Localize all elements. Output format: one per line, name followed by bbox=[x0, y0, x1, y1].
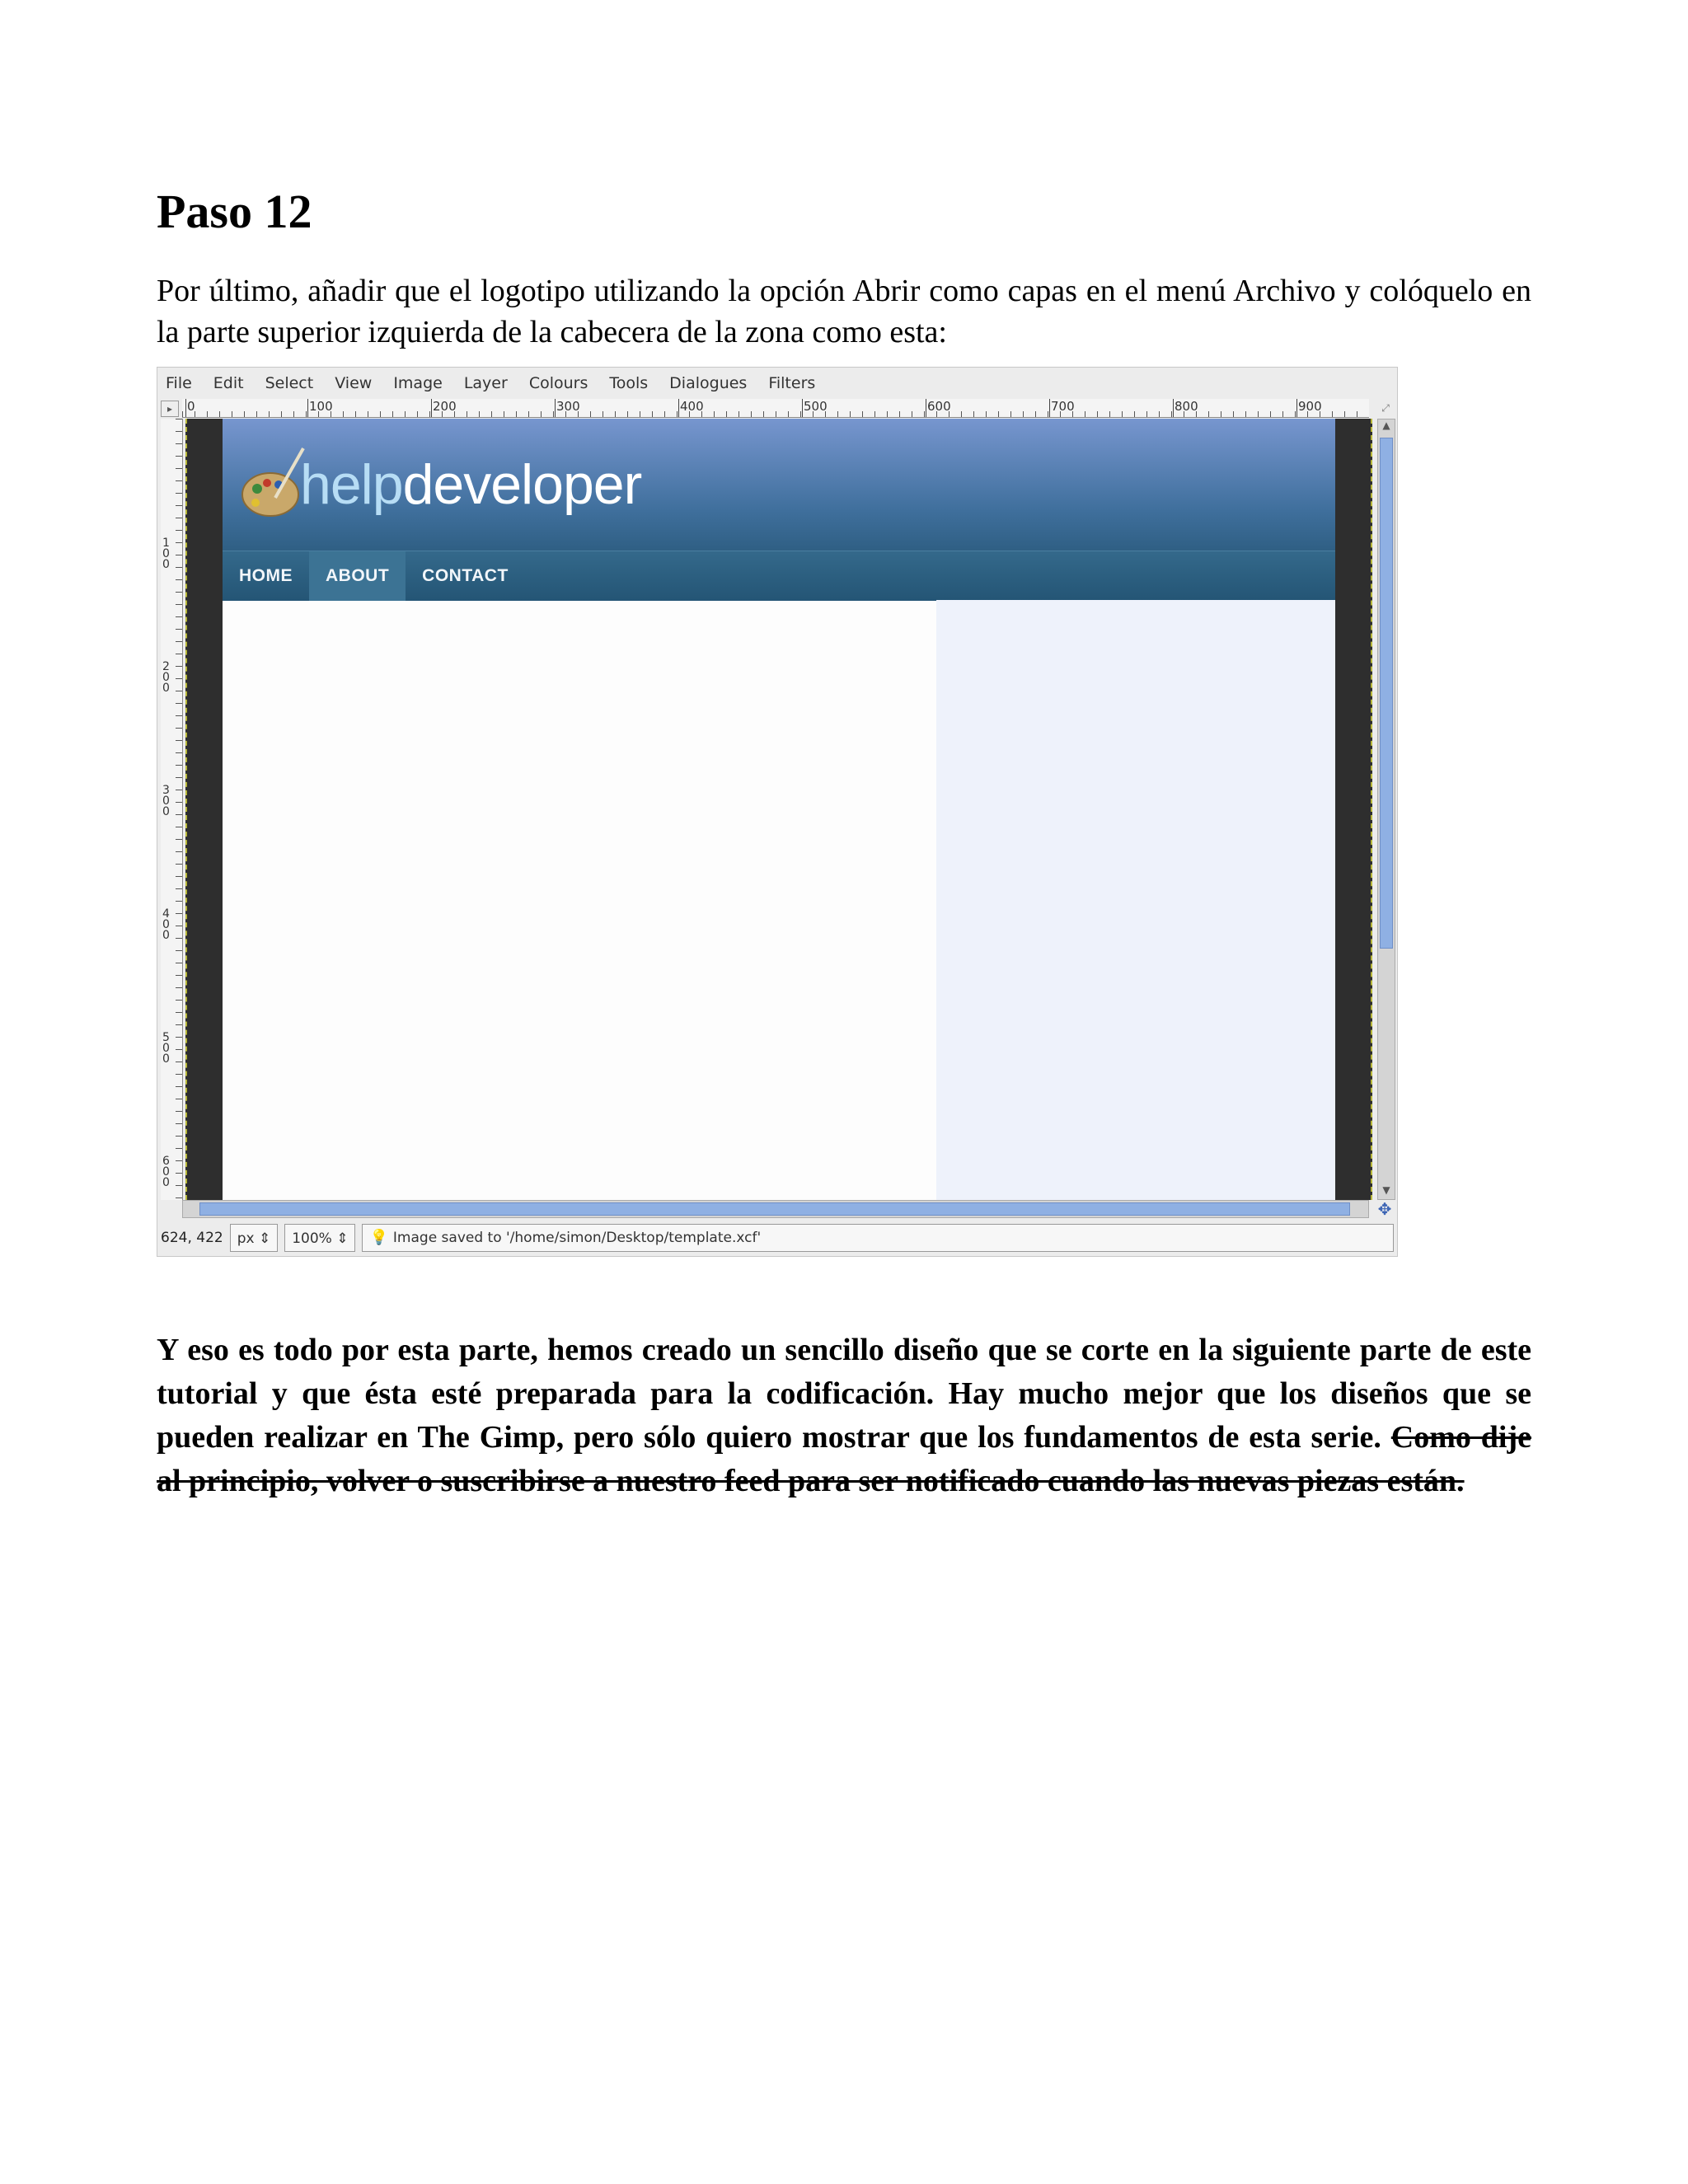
ruler-tick: 600 bbox=[927, 399, 951, 414]
site-logo bbox=[239, 435, 641, 534]
nav-contact[interactable]: CONTACT bbox=[422, 566, 509, 585]
ruler-tick: 700 bbox=[1051, 399, 1075, 414]
vertical-ruler bbox=[161, 419, 183, 1200]
vertical-scrollbar[interactable] bbox=[1377, 419, 1395, 1200]
ruler-tick: 300 bbox=[162, 784, 170, 818]
site-header bbox=[223, 419, 1335, 551]
ruler-tick: 500 bbox=[804, 399, 828, 414]
outro-strikethrough-text: Como dije al principio, volver o suscribirse a nuestro feed para ser notificado cuando las nuevas piezas están. bbox=[157, 1420, 1531, 1498]
image-canvas[interactable] bbox=[185, 419, 1372, 1200]
page-title: Paso 12 bbox=[157, 185, 312, 238]
site-nav bbox=[223, 551, 1335, 601]
ruler-tick: 200 bbox=[162, 660, 170, 695]
menu-view[interactable]: View bbox=[335, 374, 373, 392]
status-bar bbox=[157, 1220, 1397, 1256]
zoom-fit-icon[interactable]: ⤢ bbox=[1381, 402, 1390, 414]
menu-select[interactable]: Select bbox=[265, 374, 314, 392]
site-sidebar bbox=[936, 600, 1335, 1200]
status-message bbox=[362, 1224, 1394, 1252]
logo-help-text: help bbox=[300, 453, 403, 516]
outro-paragraph bbox=[157, 1329, 1531, 1503]
status-text: Image saved to '/home/simon/Desktop/template.xcf' bbox=[392, 1230, 762, 1246]
menu-edit[interactable]: Edit bbox=[213, 374, 244, 392]
menu-filters[interactable]: Filters bbox=[768, 374, 816, 392]
ruler-tick: 400 bbox=[162, 907, 170, 942]
horizontal-ruler bbox=[182, 399, 1369, 418]
menu-dialogues[interactable]: Dialogues bbox=[669, 374, 748, 392]
gimp-screenshot bbox=[157, 367, 1398, 1257]
scroll-down-icon[interactable]: ▼ bbox=[1382, 1184, 1390, 1196]
quick-mask-toggle-icon[interactable]: ▸ bbox=[161, 401, 179, 417]
gimp-menubar bbox=[157, 368, 1397, 399]
nav-home[interactable]: HOME bbox=[239, 566, 293, 585]
ruler-tick: 500 bbox=[162, 1031, 170, 1066]
scrollbar-thumb[interactable] bbox=[1380, 438, 1393, 949]
ruler-tick: 100 bbox=[309, 399, 333, 414]
zoom-select[interactable]: 100% ⇕ bbox=[284, 1224, 355, 1252]
lightbulb-icon: 💡 bbox=[369, 1229, 388, 1246]
scrollbar-thumb[interactable] bbox=[199, 1202, 1350, 1216]
palette-icon bbox=[239, 443, 305, 526]
intro-paragraph: Por último, añadir que el logotipo utilizando la opción Abrir como capas en el menú Archivo y colóquelo en la parte superior izquierda de la cabecera de la zona como esta: bbox=[157, 274, 1531, 349]
menu-image[interactable]: Image bbox=[393, 374, 443, 392]
ruler-tick: 300 bbox=[556, 399, 580, 414]
menu-layer[interactable]: Layer bbox=[463, 374, 508, 392]
ruler-tick: 0 bbox=[187, 399, 195, 414]
outro-text: Y eso es todo por esta parte, hemos creado un sencillo diseño que se corte en la siguiente parte de este tutorial y que ésta esté preparada para la codificación. Hay mucho mejor que los diseños que se pueden realizar en The Gimp, pero sólo quiero mostrar que los fundamentos de esta serie. bbox=[157, 1333, 1531, 1455]
unit-value: px bbox=[237, 1230, 255, 1247]
horizontal-scrollbar[interactable] bbox=[182, 1200, 1369, 1218]
ruler-tick: 100 bbox=[162, 537, 170, 571]
ruler-tick: 800 bbox=[1175, 399, 1198, 414]
ruler-tick: 900 bbox=[1298, 399, 1322, 414]
menu-colours[interactable]: Colours bbox=[528, 374, 588, 392]
ruler-tick: 200 bbox=[433, 399, 457, 414]
ruler-tick: 600 bbox=[162, 1155, 170, 1189]
logo-developer-text: developer bbox=[402, 453, 642, 516]
zoom-value: 100% bbox=[292, 1230, 332, 1247]
navigate-icon[interactable]: ✥ bbox=[1377, 1199, 1392, 1219]
website-template bbox=[223, 419, 1335, 1200]
menu-file[interactable]: File bbox=[166, 374, 192, 392]
ruler-tick: 400 bbox=[680, 399, 704, 414]
nav-about[interactable]: ABOUT bbox=[309, 551, 406, 601]
unit-select[interactable]: px ⇕ bbox=[230, 1224, 279, 1252]
logo-text bbox=[300, 452, 641, 517]
scroll-up-icon[interactable]: ▲ bbox=[1382, 419, 1390, 431]
menu-tools[interactable]: Tools bbox=[609, 374, 649, 392]
pointer-coordinates: 624, 422 bbox=[161, 1230, 223, 1246]
